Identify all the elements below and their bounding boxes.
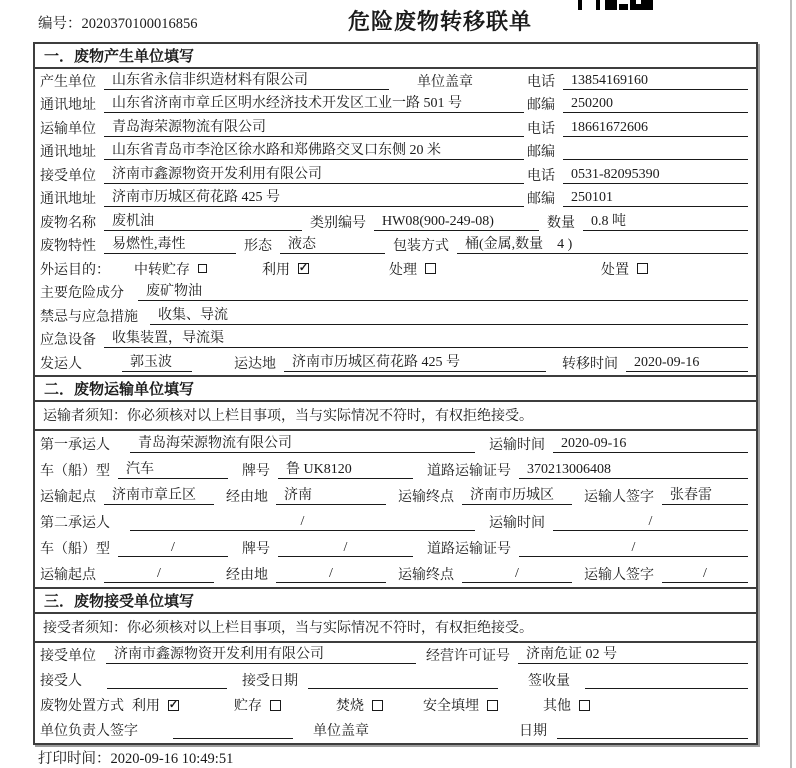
signed-qty-label: 签收量 — [528, 674, 570, 689]
section1-title: 一．废物产生单位填写 — [35, 44, 756, 69]
waste-attr-label: 废物特性 — [40, 239, 96, 255]
receiver-address: 济南市历城区荷花路 425 号 — [104, 189, 524, 207]
qr-block — [578, 0, 600, 10]
route-via2-value: / — [276, 565, 386, 583]
road-license2-value: / — [519, 539, 748, 557]
category-code-label: 类别编号 — [310, 215, 366, 231]
section-producer — [35, 44, 756, 375]
qr-code-icon — [578, 0, 654, 10]
destination-label: 运达地 — [234, 356, 276, 372]
checkbox-disposal — [637, 263, 648, 274]
zip-label: 邮编 — [527, 98, 555, 114]
route-end-value: 济南市历城区 — [462, 487, 572, 505]
transfer-time-value: 2020-09-16 — [626, 354, 748, 372]
qr-block — [619, 4, 628, 10]
producer-zip: 250200 — [563, 95, 748, 113]
carrier-sign-value: 张春雷 — [662, 487, 748, 505]
waste-name-value: 废机油 — [104, 213, 302, 231]
vehicle-type2-value: / — [118, 539, 228, 557]
receiver-value: 济南市鑫源物资开发利用有限公司 — [104, 166, 524, 184]
route-start-label: 运输起点 — [40, 567, 96, 583]
producer-value: 山东省永信非织造材料有限公司 — [104, 72, 389, 90]
checkbox-treatment — [425, 263, 436, 274]
carrier2-label: 第二承运人 — [40, 515, 110, 531]
serial-label: 编号： — [38, 16, 82, 32]
carrier2-value: / — [130, 513, 475, 531]
address-label: 通讯地址 — [40, 192, 96, 208]
row-disposal-method — [35, 693, 756, 718]
transfer-form — [33, 42, 758, 745]
row-vehicle1 — [35, 457, 756, 483]
section-receive — [35, 587, 756, 743]
option-reuse-label: 利用 — [262, 262, 290, 278]
route-start-label: 运输起点 — [40, 489, 96, 505]
acceptor-label: 接受人 — [40, 674, 82, 689]
section-transport — [35, 375, 756, 587]
transport-time-label: 运输时间 — [489, 437, 545, 453]
route-end2-value: / — [462, 565, 572, 583]
acceptor-value — [107, 671, 227, 689]
row-receiver — [35, 163, 756, 187]
transfer-time-label: 转移时间 — [562, 356, 618, 372]
checkbox-landfill — [487, 700, 498, 711]
carrier-sign-label: 运输人签字 — [584, 489, 654, 505]
row-route1 — [35, 483, 756, 509]
phone-label: 电话 — [527, 121, 555, 137]
option-disposal-label: 处置 — [601, 262, 629, 278]
hazard-value: 废矿物油 — [138, 283, 748, 301]
road-license-value: 370213006408 — [519, 461, 748, 479]
section2-title: 二．废物运输单位填写 — [35, 377, 756, 402]
unit-seal-label: 单位盖章 — [313, 724, 369, 739]
page-title: 危险废物转移联单 — [347, 9, 532, 34]
equipment-value: 收集装置，导流渠 — [104, 330, 748, 348]
serial-value: 2020370100016856 — [81, 16, 198, 32]
row-waste-attr — [35, 234, 756, 258]
accept-date-label: 接受日期 — [242, 674, 298, 689]
option-reuse-label: 利用 — [132, 699, 160, 714]
plate-value: 鲁 UK8120 — [278, 461, 413, 479]
checkbox-incineration — [372, 700, 383, 711]
option-incineration-label: 焚烧 — [336, 699, 364, 714]
date-label: 日期 — [519, 724, 547, 739]
road-license-label: 道路运输证号 — [427, 463, 511, 479]
vehicle-type-label: 车（船）型 — [40, 541, 110, 557]
zip-label: 邮编 — [527, 145, 555, 161]
carrier1-label: 第一承运人 — [40, 437, 110, 453]
signed-qty-value — [585, 671, 748, 689]
row-purpose — [35, 257, 756, 281]
option-treatment-label: 处理 — [389, 262, 417, 278]
checkbox-reuse: ✓ — [168, 698, 179, 711]
row-receive-unit — [35, 643, 756, 668]
business-license-value: 济南危证 02 号 — [518, 646, 748, 664]
accept-date-value — [308, 671, 498, 689]
receive-notice: 接受者须知：你必须核对以上栏目事项，当与实际情况不符时，有权拒绝接受。 — [35, 614, 756, 643]
row-transporter-address — [35, 140, 756, 164]
receiver-phone: 0531-82095390 — [563, 166, 748, 184]
route-end-label: 运输终点 — [398, 489, 454, 505]
hazard-label: 主要危险成分 — [40, 286, 124, 302]
address-label: 通讯地址 — [40, 145, 96, 161]
receive-unit-label: 接受单位 — [40, 649, 96, 664]
qr-block — [630, 0, 653, 10]
option-storage-label: 贮存 — [234, 699, 262, 714]
disposal-method-label: 废物处置方式 — [40, 699, 124, 714]
form-value: 液态 — [280, 236, 385, 254]
row-carrier1 — [35, 431, 756, 457]
carrier-sign2-value: / — [662, 565, 748, 583]
checkbox-other — [579, 700, 590, 711]
route-via-label: 经由地 — [226, 567, 268, 583]
row-acceptor — [35, 668, 756, 693]
waste-attr-value: 易燃性,毒性 — [104, 236, 236, 254]
responsible-sign-value — [173, 721, 293, 739]
checkbox-reuse: ✓ — [298, 262, 309, 275]
date-value — [557, 721, 748, 739]
transport-time2-value: / — [553, 513, 748, 531]
route-via-label: 经由地 — [226, 489, 268, 505]
page-edge-divider — [790, 0, 792, 768]
carrier1-value: 青岛海荣源物流有限公司 — [130, 435, 475, 453]
route-via-value: 济南 — [276, 487, 386, 505]
packing-value: 桶(金属,数量 4 ) — [457, 236, 748, 254]
phone-label: 电话 — [527, 74, 555, 90]
taboo-label: 禁忌与应急措施 — [40, 309, 138, 325]
address-label: 通讯地址 — [40, 98, 96, 114]
row-waste-name — [35, 210, 756, 234]
zip-label: 邮编 — [527, 192, 555, 208]
route-start2-value: / — [104, 565, 214, 583]
waste-name-label: 废物名称 — [40, 215, 96, 231]
transporter-value: 青岛海荣源物流有限公司 — [104, 119, 524, 137]
destination-value: 济南市历城区荷花路 425 号 — [284, 354, 546, 372]
row-responsible-sign — [35, 718, 756, 743]
category-code-value: HW08(900-249-08) — [374, 213, 539, 231]
packing-label: 包装方式 — [393, 239, 449, 255]
row-receiver-address — [35, 187, 756, 211]
carrier-sign-label: 运输人签字 — [584, 567, 654, 583]
print-time: 打印时间：2020-09-16 10:49:51 — [38, 751, 234, 767]
option-transfer-storage-label: 中转贮存 — [134, 262, 190, 278]
receiver-label: 接受单位 — [40, 168, 96, 184]
seal-label: 单位盖章 — [417, 74, 473, 90]
option-other-label: 其他 — [543, 699, 571, 714]
row-vehicle2 — [35, 535, 756, 561]
producer-phone: 13854169160 — [563, 72, 748, 90]
row-carrier2 — [35, 509, 756, 535]
transporter-address: 山东省青岛市李沧区徐水路和郑佛路交叉口东侧 20 米 — [104, 142, 524, 160]
qr-block — [636, 0, 641, 4]
producer-address: 山东省济南市章丘区明水经济技术开发区工业一路 501 号 — [104, 95, 524, 113]
row-equipment — [35, 328, 756, 352]
transporter-phone: 18661672606 — [563, 119, 748, 137]
qr-block — [605, 0, 617, 10]
phone-label: 电话 — [527, 168, 555, 184]
receive-unit-value: 济南市鑫源物资开发利用有限公司 — [106, 646, 416, 664]
receiver-zip: 250101 — [563, 189, 748, 207]
row-transporter — [35, 116, 756, 140]
equipment-label: 应急设备 — [40, 333, 96, 349]
producer-label: 产生单位 — [40, 74, 96, 90]
dispatcher-value: 郭玉波 — [122, 354, 192, 372]
checkbox-storage — [270, 700, 281, 711]
transporter-zip — [563, 142, 748, 160]
transporter-label: 运输单位 — [40, 121, 96, 137]
quantity-label: 数量 — [547, 215, 575, 231]
row-producer-address — [35, 93, 756, 117]
checkbox-transfer-storage — [198, 264, 207, 273]
route-end-label: 运输终点 — [398, 567, 454, 583]
vehicle-type-value: 汽车 — [118, 461, 228, 479]
business-license-label: 经营许可证号 — [426, 649, 510, 664]
plate-label: 牌号 — [242, 463, 270, 479]
taboo-value: 收集、导流 — [150, 307, 748, 325]
transport-time-label: 运输时间 — [489, 515, 545, 531]
purpose-label: 外运目的： — [40, 262, 110, 278]
transport-notice: 运输者须知：你必须核对以上栏目事项，当与实际情况不符时，有权拒绝接受。 — [35, 402, 756, 431]
vehicle-type-label: 车（船）型 — [40, 463, 110, 479]
row-producer — [35, 69, 756, 93]
option-landfill-label: 安全填埋 — [423, 699, 479, 714]
form-label: 形态 — [244, 239, 272, 255]
quantity-value: 0.8 吨 — [583, 213, 748, 231]
row-route2 — [35, 561, 756, 587]
responsible-sign-label: 单位负责人签字 — [40, 724, 138, 739]
plate2-value: / — [278, 539, 413, 557]
plate-label: 牌号 — [242, 541, 270, 557]
route-start-value: 济南市章丘区 — [104, 487, 214, 505]
row-hazard — [35, 281, 756, 305]
row-dispatch — [35, 351, 756, 375]
road-license-label: 道路运输证号 — [427, 541, 511, 557]
section3-title: 三．废物接受单位填写 — [35, 589, 756, 614]
transport-time-value: 2020-09-16 — [553, 435, 748, 453]
dispatcher-label: 发运人 — [40, 356, 82, 372]
row-taboo — [35, 304, 756, 328]
